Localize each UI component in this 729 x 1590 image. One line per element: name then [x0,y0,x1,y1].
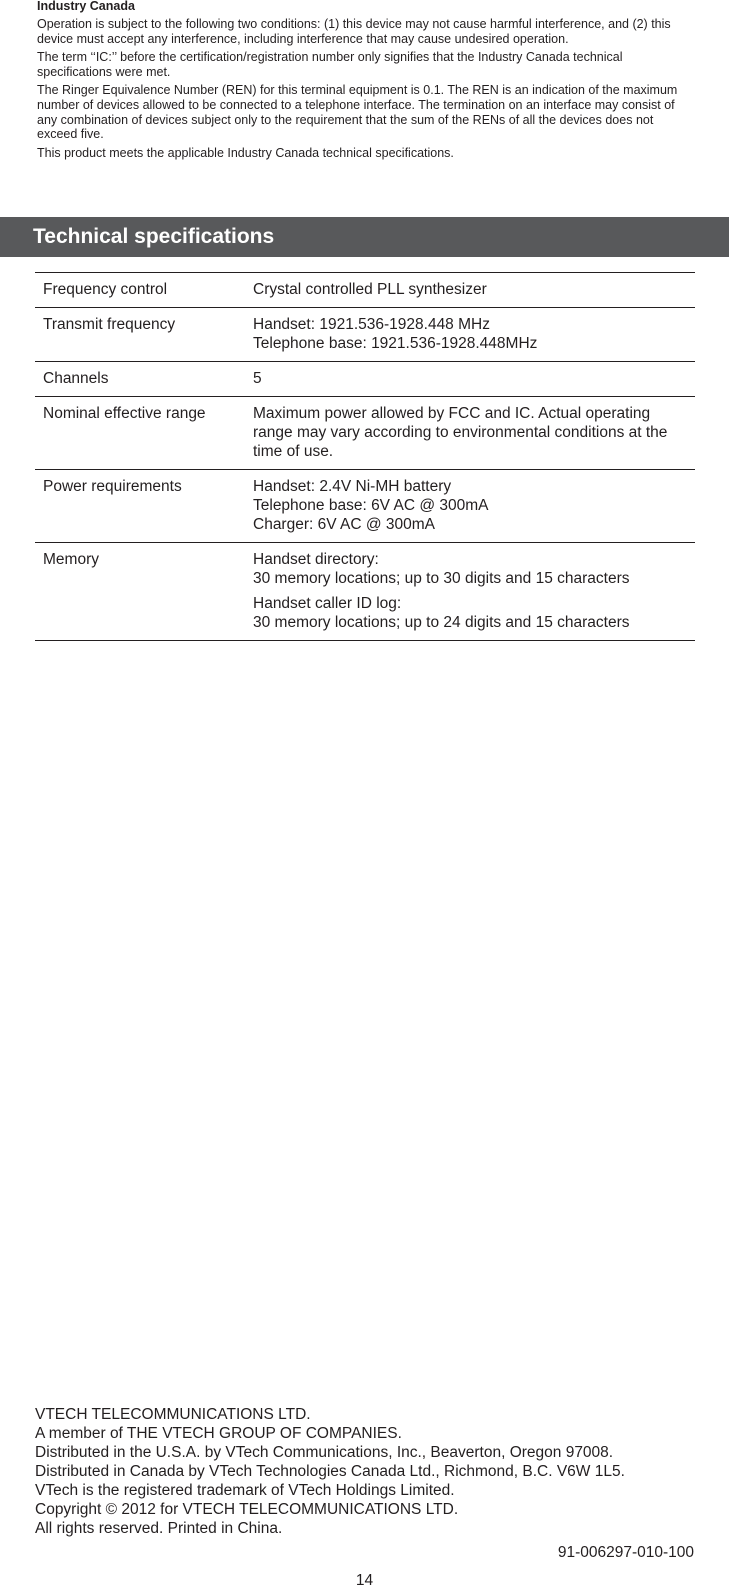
spec-label: Frequency control [43,281,168,298]
specifications-table [35,272,695,641]
spec-value-line: Handset: 1921.536-1928.448 MHz [253,316,490,333]
spec-label: Nominal effective range [43,405,206,422]
ic-paragraph-term: The term ‘‘IC:’’ before the certification/registration number only signifies that the Industry Canada technical specifications were met. [37,50,623,79]
spec-value-line: 5 [253,370,262,387]
spec-value-line: Handset directory: [253,551,379,568]
spec-value-line: Handset caller ID log: [253,595,402,612]
spec-label: Channels [43,370,109,387]
footer-line: VTECH TELECOMMUNICATIONS LTD. [35,1406,311,1423]
spec-value [245,362,695,397]
page-number: 14 [355,1572,374,1589]
footer-line: Distributed in Canada by VTech Technologies Canada Ltd., Richmond, B.C. V6W 1L5. [35,1463,625,1480]
spec-value-line: Maximum power allowed by FCC and IC. Actual operating range may vary according to environmental conditions at the time of use. [253,405,668,460]
table-row [35,543,695,641]
spec-label: Power requirements [43,478,182,495]
part-number: 91-006297-010-100 [557,1544,694,1561]
spec-value [245,543,695,641]
spec-value-line: 30 memory locations; up to 24 digits and 15 characters [253,614,630,631]
footer-line: A member of THE VTECH GROUP OF COMPANIES. [35,1425,402,1442]
spec-value-line: Telephone base: 6V AC @ 300mA [253,497,489,514]
spec-value-line: Telephone base: 1921.536-1928.448MHz [253,335,538,352]
spec-label: Memory [43,551,99,568]
footer-line: All rights reserved. Printed in China. [35,1520,283,1537]
spec-value-line: Handset: 2.4V Ni-MH battery [253,478,452,495]
footer-line: Distributed in the U.S.A. by VTech Communications, Inc., Beaverton, Oregon 97008. [35,1444,614,1461]
table-row [35,362,695,397]
technical-specifications-banner: Technical specifications [0,217,729,257]
spec-value-line: 30 memory locations; up to 30 digits and 15 characters [253,570,630,587]
table-row [35,308,695,362]
spec-label: Transmit frequency [43,316,176,333]
industry-canada-heading: Industry Canada [37,0,135,13]
industry-canada-section [37,0,697,160]
spec-value [245,308,695,362]
table-row [35,273,695,308]
table-row [35,470,695,543]
spec-value [245,273,695,308]
spec-value-line: Charger: 6V AC @ 300mA [253,516,436,533]
spec-value [245,397,695,470]
ic-paragraph-ren: The Ringer Equivalence Number (REN) for this terminal equipment is 0.1. The REN is an indication of the maximum number of devices allowed to be connected to a telephone interface. The termination on an interface may consist of any combination of devices subject only to the requirement that the sum of the RENs of all the devices does not exceed five. [37,83,678,142]
ic-paragraph-compliance: This product meets the applicable Industry Canada technical specifications. [37,145,454,160]
ic-paragraph-conditions: Operation is subject to the following two conditions: (1) this device may not cause harmful interference, and (2) this device must accept any interference, including interference that may cause undesired operation. [37,17,671,46]
footer-line: VTech is the registered trademark of VTech Holdings Limited. [35,1482,455,1499]
footer-line: Copyright © 2012 for VTECH TELECOMMUNICATIONS LTD. [35,1501,459,1518]
table-row [35,397,695,470]
company-footer [35,1405,695,1538]
spec-value [245,470,695,543]
spec-value-line: Crystal controlled PLL synthesizer [253,281,487,298]
